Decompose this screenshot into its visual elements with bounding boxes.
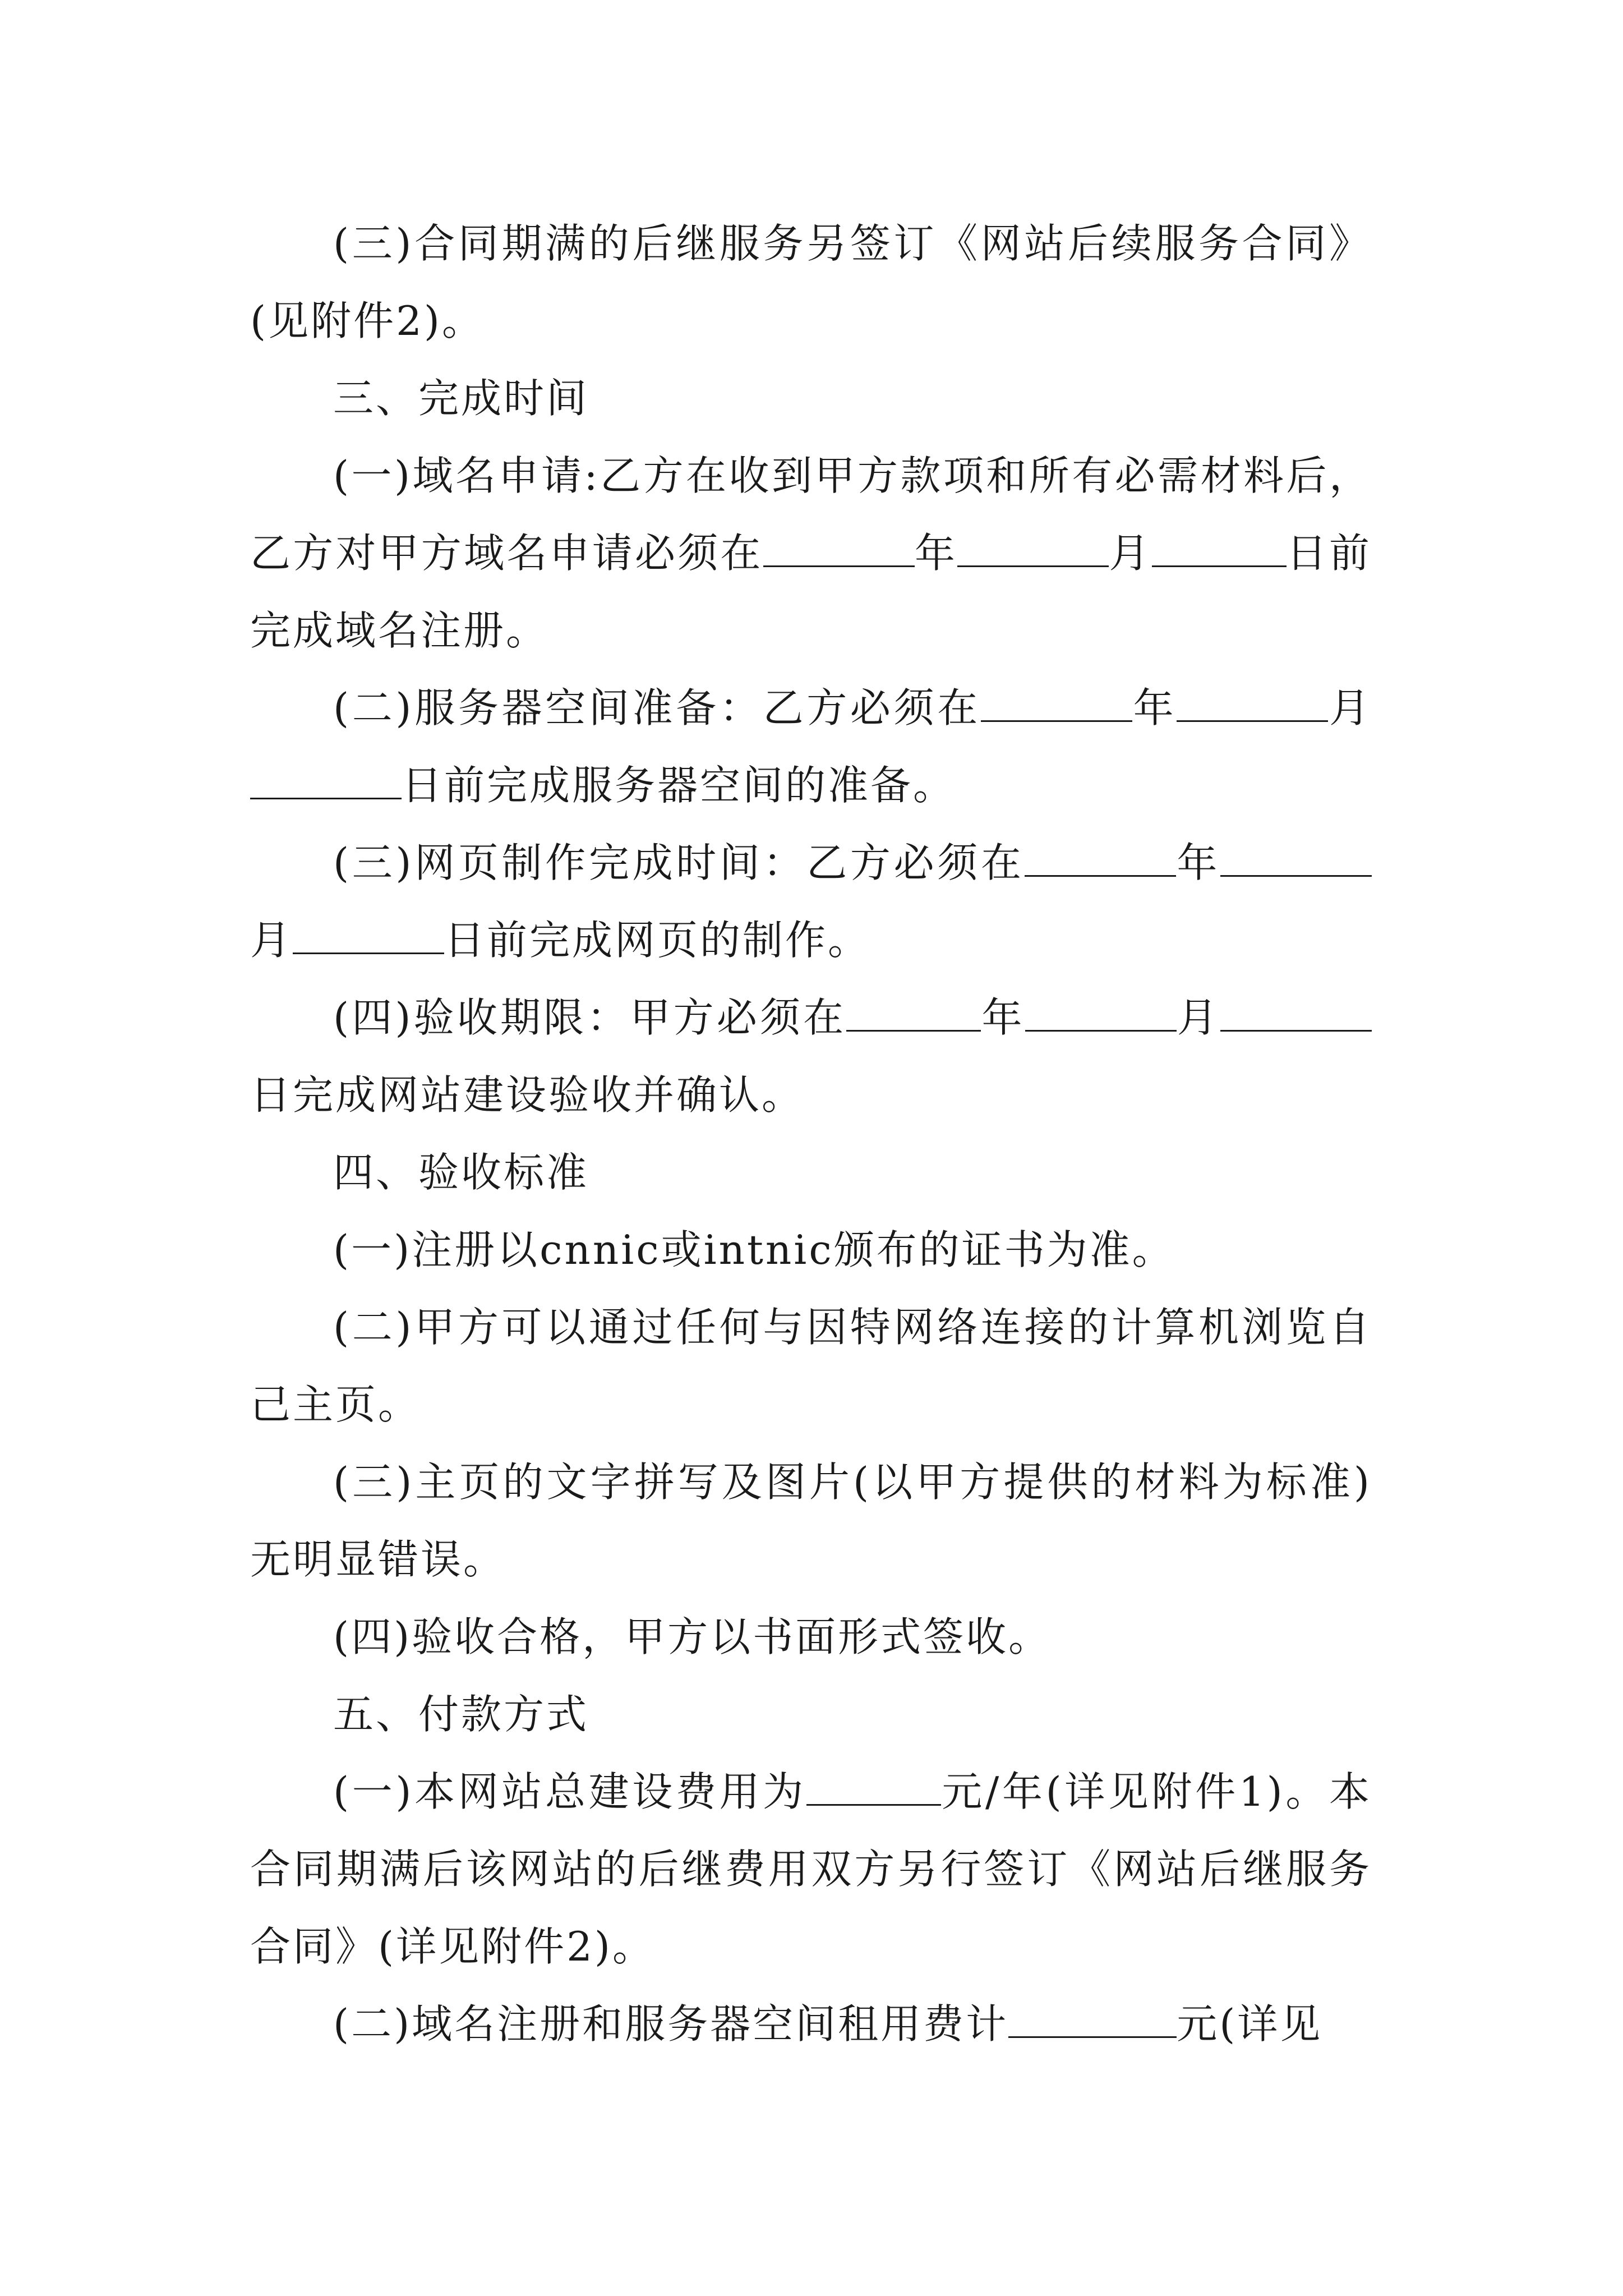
blank-year <box>846 996 981 1032</box>
blank-day <box>293 919 444 954</box>
blank-year <box>763 532 915 567</box>
contract-page <box>250 205 1372 2063</box>
clause-text: (二)域名注册和服务器空间租用费计 <box>333 2000 1009 2047</box>
clause-text: (一)域名申请:乙方在收到甲方款项和所有必需材料后，乙方对甲方域名申请必须在 <box>250 452 1372 577</box>
clause-registration-certificate: (一)注册以cnnic或intnic颁布的证书为准。 <box>333 1226 1175 1273</box>
label-month: 月 <box>1109 530 1152 577</box>
blank-amount <box>1008 2003 1177 2038</box>
label-year: 年 <box>1175 839 1220 886</box>
blank-amount <box>806 1770 941 1806</box>
clause-homepage-browsing: (二)甲方可以通过任何与因特网络连接的计算机浏览自己主页。 <box>250 1304 1372 1428</box>
clause-domain-application <box>250 437 1372 669</box>
section-heading-acceptance-standard: 四、验收标准 <box>333 1149 589 1196</box>
label-year: 年 <box>981 994 1025 1041</box>
blank-year <box>981 687 1132 722</box>
clause-no-errors: (三)主页的文字拼写及图片(以甲方提供的材料为标准)无明显错误。 <box>250 1458 1372 1583</box>
clause-written-signoff: (四)验收合格，甲方以书面形式签收。 <box>333 1613 1052 1660</box>
clause-3-followup-service: (三)合同期满的后继服务另签订《网站后续服务合同》(见附件2)。 <box>250 220 1372 344</box>
clause-tail: 日完成网站建设验收并确认。 <box>250 1071 805 1119</box>
blank-year <box>1025 841 1176 877</box>
clause-tail: 日前完成网页的制作。 <box>444 917 871 964</box>
blank-day <box>250 764 402 799</box>
clause-tail: 元/年(详见附件1)。本合同期满后该网站的后继费用双方另行签订《网站后继服务合同》(详见附件2)。 <box>250 1768 1372 1970</box>
clause-text: (四)验收期限：甲方必须在 <box>333 994 847 1041</box>
clause-server-space <box>250 669 1372 824</box>
section-heading-payment-method: 五、付款方式 <box>333 1691 589 1738</box>
blank-month <box>1220 841 1372 877</box>
label-year: 年 <box>1132 684 1177 731</box>
clause-tail: 元(详见 <box>1177 2000 1323 2047</box>
clause-domain-server-fee <box>250 1985 1372 2063</box>
section-heading-completion-time: 三、完成时间 <box>333 375 589 422</box>
clause-total-fee <box>250 1753 1372 1985</box>
blank-month <box>1025 996 1177 1032</box>
clause-text: (一)本网站总建设费用为 <box>333 1768 806 1815</box>
clause-text: (三)网页制作完成时间：乙方必须在 <box>333 839 1025 886</box>
blank-month <box>1177 687 1328 722</box>
label-year: 年 <box>914 530 958 577</box>
clause-tail: 日前完成域名注册。 <box>250 530 1372 654</box>
label-month: 月 <box>1328 684 1372 731</box>
clause-tail: 日前完成服务器空间的准备。 <box>402 762 956 809</box>
blank-month <box>957 532 1109 567</box>
label-month: 月 <box>1176 994 1220 1041</box>
clause-acceptance-deadline <box>250 979 1372 1134</box>
blank-day <box>1152 532 1287 567</box>
clause-webpage-completion <box>250 824 1372 979</box>
label-month: 月 <box>250 917 293 964</box>
clause-text: (二)服务器空间准备：乙方必须在 <box>333 684 981 731</box>
blank-day <box>1220 996 1372 1032</box>
